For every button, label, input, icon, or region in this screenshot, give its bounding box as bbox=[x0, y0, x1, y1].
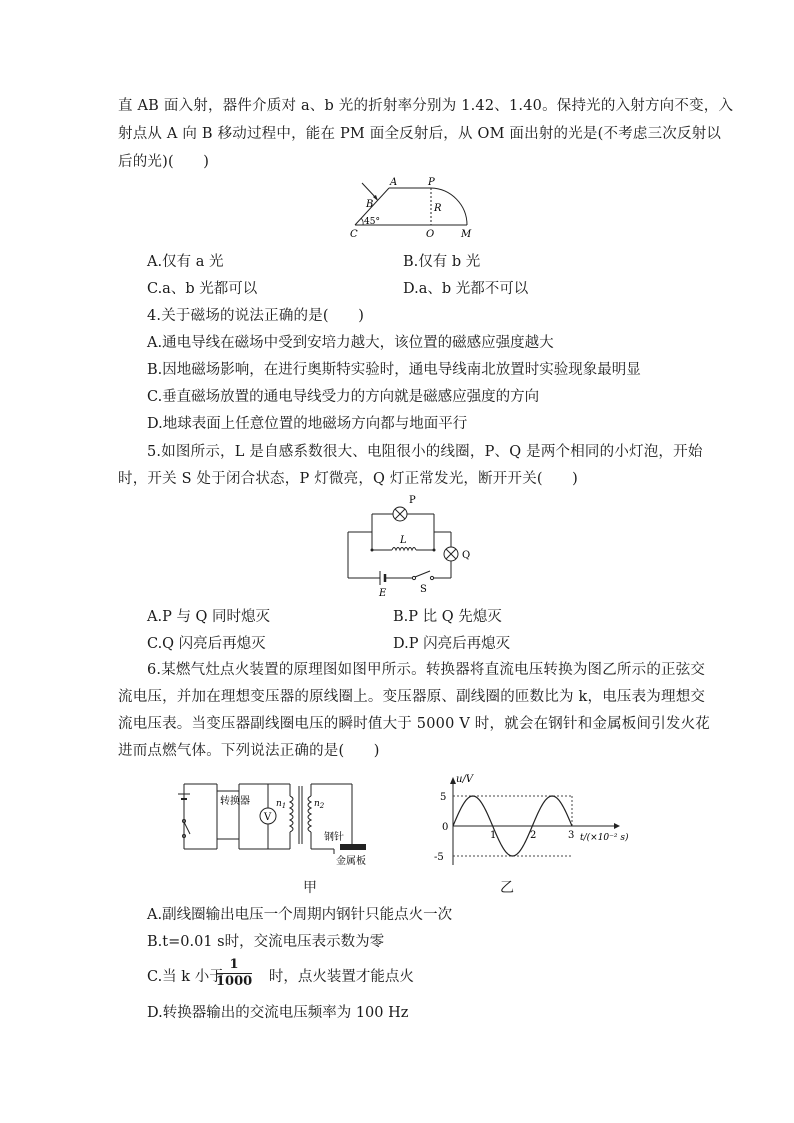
label-angle: 45° bbox=[364, 217, 380, 227]
q3-prism-figure bbox=[335, 175, 485, 245]
q3-option-d[interactable]: D.a、b 光都不可以 bbox=[403, 281, 529, 297]
voltmeter-label: V bbox=[264, 812, 272, 823]
q5-circuit-figure bbox=[340, 492, 480, 600]
x-tick-1: 1 bbox=[490, 830, 497, 841]
q3-line3: 后的光)( ) bbox=[118, 154, 210, 170]
origin-label: 0 bbox=[442, 822, 449, 833]
n1-label: $n_1$ bbox=[276, 799, 287, 810]
q6-line3: 流电压表。当变压器副线圈电压的瞬时值大于 5000 V 时，就会在钢针和金属板间引发火花 bbox=[118, 716, 710, 732]
q5-line1: 5.如图所示，L 是自感系数很大、电阻很小的线圈，P、Q 是两个相同的小灯泡，开始 bbox=[147, 444, 703, 460]
label-O: O bbox=[426, 229, 435, 240]
x-tick-3: 3 bbox=[568, 830, 575, 841]
label-B: B bbox=[366, 199, 374, 210]
q6-option-c-suffix: 时，点火装置才能点火 bbox=[268, 969, 414, 985]
label-E: E bbox=[379, 588, 387, 599]
n2-label: $n_2$ bbox=[314, 799, 325, 810]
label-A: A bbox=[390, 177, 398, 188]
q5-option-b[interactable]: B.P 比 Q 先熄灭 bbox=[393, 609, 502, 625]
fraction-denominator: 1000 bbox=[216, 974, 253, 989]
x-tick-2: 2 bbox=[530, 830, 537, 841]
label-C: C bbox=[350, 229, 358, 240]
y-axis-label: u/V bbox=[456, 774, 474, 785]
q4-option-b[interactable]: B.因地磁场影响，在进行奥斯特实验时，通电导线南北放置时实验现象最明显 bbox=[147, 362, 641, 378]
label-Q: Q bbox=[462, 550, 471, 561]
q6-option-b[interactable]: B.t=0.01 s时，交流电压表示数为零 bbox=[147, 934, 385, 950]
q5-line2: 时，开关 S 处于闭合状态，P 灯微亮，Q 灯正常发光，断开开关( ) bbox=[118, 471, 579, 487]
q6-fig-jia-igniter-circuit bbox=[172, 774, 382, 874]
q6-option-d[interactable]: D.转换器输出的交流电压频率为 100 Hz bbox=[147, 1005, 409, 1021]
q5-option-a[interactable]: A.P 与 Q 同时熄灭 bbox=[147, 609, 271, 625]
q4-option-c[interactable]: C.垂直磁场放置的通电导线受力的方向就是磁感应强度的方向 bbox=[147, 389, 540, 405]
q3-line1: 直 AB 面入射，器件介质对 a、b 光的折射率分别为 1.42、1.40。保持光的入射方向不变，入 bbox=[118, 98, 734, 114]
q5-option-d[interactable]: D.P 闪亮后再熄灭 bbox=[393, 636, 511, 652]
q3-option-c[interactable]: C.a、b 光都可以 bbox=[147, 281, 258, 297]
label-R: R bbox=[434, 203, 442, 214]
q6-line4: 进而点燃气体。下列说法正确的是( ) bbox=[118, 743, 380, 759]
q3-option-b[interactable]: B.仅有 b 光 bbox=[403, 254, 481, 270]
q6-fig-yi-voltage-chart bbox=[420, 770, 650, 870]
q6-line1: 6.某燃气灶点火装置的原理图如图甲所示。转换器将直流电压转换为图乙所示的正弦交 bbox=[147, 662, 706, 678]
q4-option-d[interactable]: D.地球表面上任意位置的地磁场方向都与地面平行 bbox=[147, 416, 468, 432]
fraction-1-over-1000 bbox=[216, 958, 252, 989]
q6-line2: 流电压，并加在理想变压器的原线圈上。变压器原、副线圈的匝数比为 k，电压表为理想交 bbox=[118, 689, 706, 705]
label-L: L bbox=[400, 535, 407, 546]
q4-option-a[interactable]: A.通电导线在磁场中受到安培力越大，该位置的磁感应强度越大 bbox=[147, 335, 554, 351]
q3-option-a[interactable]: A.仅有 a 光 bbox=[147, 254, 224, 270]
fig-jia-caption: 甲 bbox=[303, 880, 318, 896]
label-M: M bbox=[461, 229, 472, 240]
converter-label: 转换器 bbox=[220, 796, 250, 807]
y-tick-5: 5 bbox=[440, 792, 447, 803]
q6-option-c-prefix: C.当 k 小于 bbox=[147, 969, 224, 985]
q3-line2: 射点从 A 向 B 移动过程中，能在 PM 面全反射后，从 OM 面出射的光是(不考虑三次反射以 bbox=[118, 126, 722, 142]
q6-option-a[interactable]: A.副线圈输出电压一个周期内钢针只能点火一次 bbox=[147, 907, 453, 923]
q4-stem: 4.关于磁场的说法正确的是( ) bbox=[147, 308, 365, 324]
q6-option-c[interactable] bbox=[147, 967, 414, 987]
needle-label: 钢针 bbox=[324, 832, 344, 843]
fraction-numerator: 1 bbox=[229, 957, 239, 972]
label-S: S bbox=[420, 584, 427, 595]
label-P: P bbox=[409, 495, 416, 506]
x-axis-label: t/(×10⁻² s) bbox=[580, 833, 629, 843]
y-tick-neg5: -5 bbox=[434, 852, 444, 863]
q5-option-c[interactable]: C.Q 闪亮后再熄灭 bbox=[147, 636, 266, 652]
plate-label: 金属板 bbox=[336, 856, 366, 867]
label-P: P bbox=[428, 177, 435, 188]
fig-yi-caption: 乙 bbox=[500, 880, 515, 896]
